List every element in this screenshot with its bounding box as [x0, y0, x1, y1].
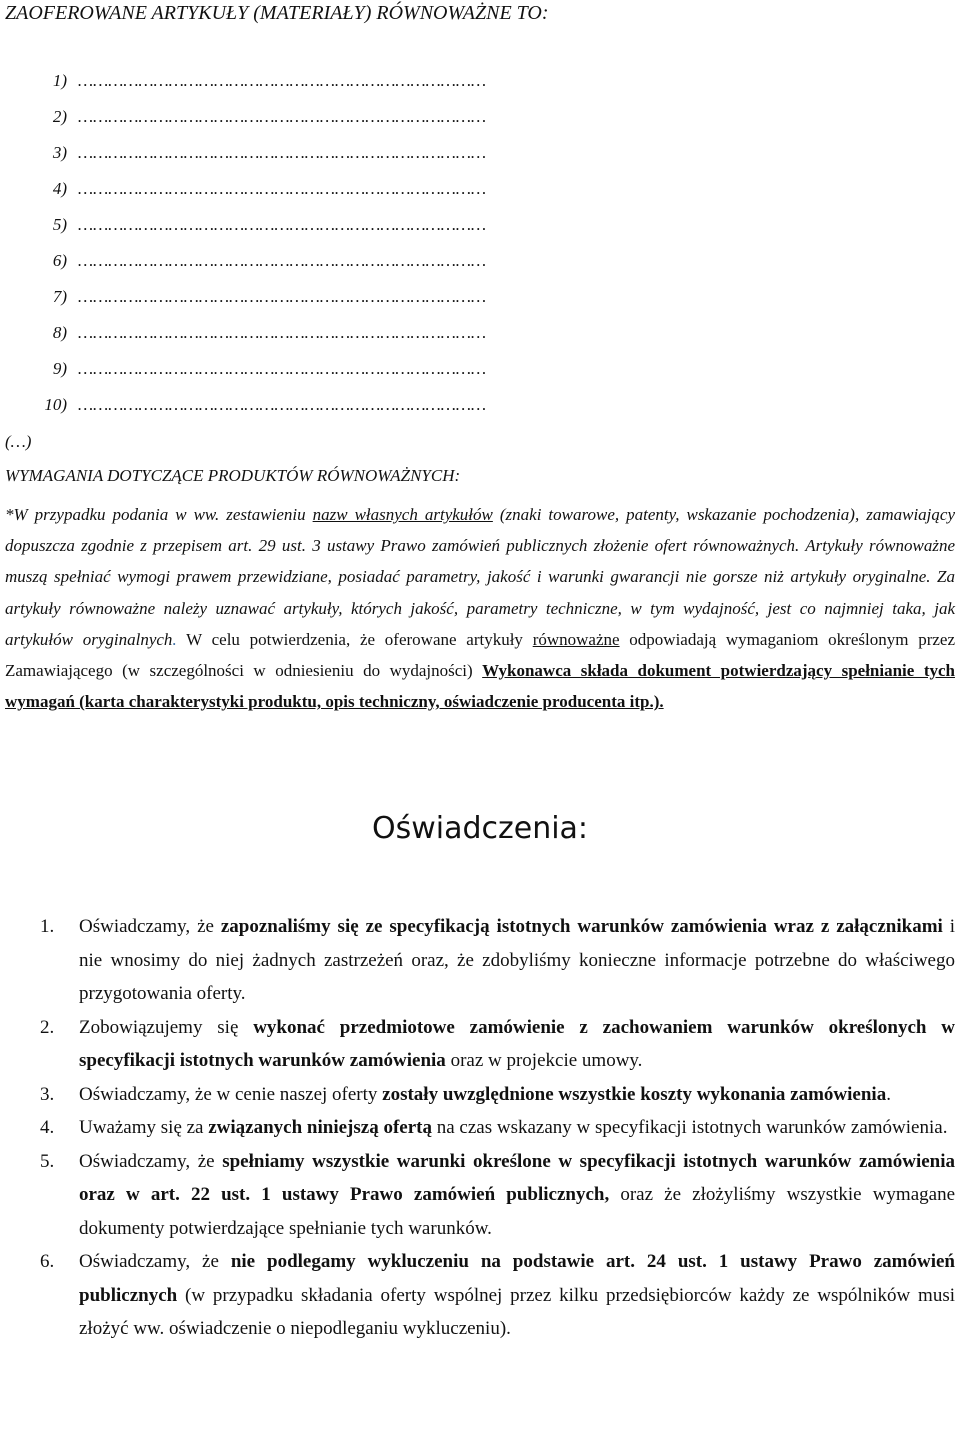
list-item — [5, 251, 955, 287]
requirements-period: . — [172, 629, 177, 649]
list-item-number: 3) — [52, 143, 67, 162]
statement-text: Uważamy się za — [79, 1117, 209, 1138]
statements-list — [5, 910, 955, 1346]
list-item — [5, 71, 955, 107]
list-item-number: 6) — [52, 251, 67, 270]
list-item — [5, 215, 955, 251]
statement-text: oraz że złożyliśmy wszystkie wymagane dokumenty potwierdzające spełnianie tych warunków. — [79, 1184, 956, 1239]
statement-item — [5, 1011, 955, 1078]
list-item-dots: ……………………………………………………………………… — [78, 107, 487, 126]
ellipsis-marker: (…) — [5, 432, 32, 451]
statement-number: 4. — [40, 1117, 55, 1138]
statement-item — [5, 1111, 955, 1145]
list-item-dots: ……………………………………………………………………… — [78, 287, 487, 306]
requirements-paragraph — [5, 499, 955, 717]
list-item-dots: ……………………………………………………………………… — [78, 143, 487, 162]
requirements-underlined-text: równoważne — [532, 629, 620, 649]
list-item — [5, 395, 955, 431]
list-item-number: 5) — [52, 215, 67, 234]
requirements-text: *W przypadku podania w ww. zestawieniu — [5, 505, 313, 524]
statement-text: i nie wnosimy do niej żadnych zastrzeżeń oraz, że zdobyliśmy konieczne informacje potrzebne do właściwego przygotowania oferty. — [79, 916, 955, 1004]
list-item-number: 10) — [44, 395, 67, 414]
list-item — [5, 179, 955, 215]
requirements-bold-underlined-text: Wykonawca składa dokument potwierdzający spełnianie tych wymagań (karta charakterystyki produktu, opis techniczny, oświadczenie producenta itp.). — [5, 661, 955, 712]
statement-bold-text: nie podlegamy wykluczeniu na podstawie art. 24 ust. 1 ustawy Prawo zamówień publicznych — [79, 1251, 956, 1306]
statement-bold-text: zapoznaliśmy się ze specyfikacją istotnych warunków zamówienia wraz z załącznikami — [220, 916, 943, 937]
list-item-dots: ……………………………………………………………………… — [78, 323, 487, 342]
statement-text: oraz w projekcie umowy. — [445, 1050, 643, 1071]
list-item-dots: ……………………………………………………………………… — [78, 215, 487, 234]
list-item-number: 8) — [52, 323, 67, 342]
statement-item — [5, 910, 955, 1011]
list-item-number: 9) — [52, 359, 67, 378]
statements-heading: Oświadczenia: — [371, 811, 589, 846]
statement-number: 5. — [40, 1150, 55, 1172]
statement-text: Oświadczamy, że — [79, 1150, 223, 1172]
statement-number: 1. — [40, 916, 55, 937]
list-item-number: 1) — [52, 71, 67, 90]
statement-number: 3. — [40, 1083, 55, 1105]
list-item-dots: ……………………………………………………………………… — [78, 251, 487, 270]
page-title: ZAOFEROWANE ARTYKUŁY (MATERIAŁY) RÓWNOWAŻNE TO: — [5, 2, 549, 24]
statement-text: Zobowiązujemy się — [79, 1016, 254, 1038]
list-item-dots: ……………………………………………………………………… — [78, 395, 487, 414]
list-item — [5, 323, 955, 359]
statement-number: 2. — [40, 1016, 55, 1038]
statement-number: 6. — [40, 1251, 55, 1272]
requirements-underlined-text: nazw własnych artykułów — [312, 505, 493, 524]
statement-item — [5, 1078, 955, 1112]
list-item-number: 7) — [52, 287, 67, 306]
statement-bold-text: spełniamy wszystkie warunki określone w specyfikacji istotnych warunków zamówienia oraz w art. 22 ust. 1 ustawy Prawo zamówień publicznych, — [79, 1150, 956, 1205]
requirements-text: (znaki towarowe, patenty, wskazanie pochodzenia), zamawiający dopuszcza zgodnie z przepisem art. 29 ust. 3 ustawy Prawo zamówień publicznych złożenie ofert równoważnych. Artykuły równoważne muszą spełniać wymogi prawem przewidziane, posiadać parametry, jakość i warunki gwarancji nie gorsze niż artykuły oryginalne. Za artykuły równoważne należy uznawać artykuły, których jakość, parametry techniczne, w tym wydajność, jest co najmniej taka, jak artykułów oryginalnych — [5, 505, 955, 649]
requirements-text: W celu potwierdzenia, że oferowane artykuły — [176, 629, 533, 649]
statement-item — [5, 1245, 955, 1346]
requirements-text: odpowiadają wymaganiom określonym przez Zamawiającego (w szczególności w odniesieniu do wydajności) — [5, 629, 955, 681]
list-item-dots: ……………………………………………………………………… — [78, 359, 487, 378]
statement-text: Oświadczamy, że w cenie naszej oferty — [79, 1083, 383, 1105]
statement-text: na czas wskazany w specyfikacji istotnych warunków zamówienia. — [431, 1117, 948, 1138]
list-item — [5, 107, 955, 143]
list-item — [5, 287, 955, 323]
statement-text: . — [886, 1083, 891, 1105]
list-item-dots: ……………………………………………………………………… — [78, 71, 487, 90]
list-item — [5, 143, 955, 179]
statement-bold-text: zostały uwzględnione wszystkie koszty wykonania zamówienia — [382, 1083, 887, 1105]
list-item — [5, 359, 955, 395]
statement-text: Oświadczamy, że — [79, 1251, 231, 1272]
statement-bold-text: związanych niniejszą ofertą — [208, 1117, 432, 1138]
statement-item — [5, 1145, 955, 1246]
list-item-dots: ……………………………………………………………………… — [78, 179, 487, 198]
requirements-heading: WYMAGANIA DOTYCZĄCE PRODUKTÓW RÓWNOWAŻNYCH: — [5, 466, 461, 485]
statement-text: (w przypadku składania oferty wspólnej przez kilku przedsiębiorców każdy ze wspólników musi złożyć ww. oświadczenie o niepodleganiu wykluczeniu). — [79, 1284, 955, 1339]
list-item-number: 2) — [52, 107, 67, 126]
statement-text: Oświadczamy, że — [79, 916, 221, 937]
statement-bold-text: wykonać przedmiotowe zamówienie z zachowaniem warunków określonych w specyfikacji istotnych warunków zamówienia — [79, 1016, 955, 1071]
list-item-number: 4) — [52, 179, 67, 198]
